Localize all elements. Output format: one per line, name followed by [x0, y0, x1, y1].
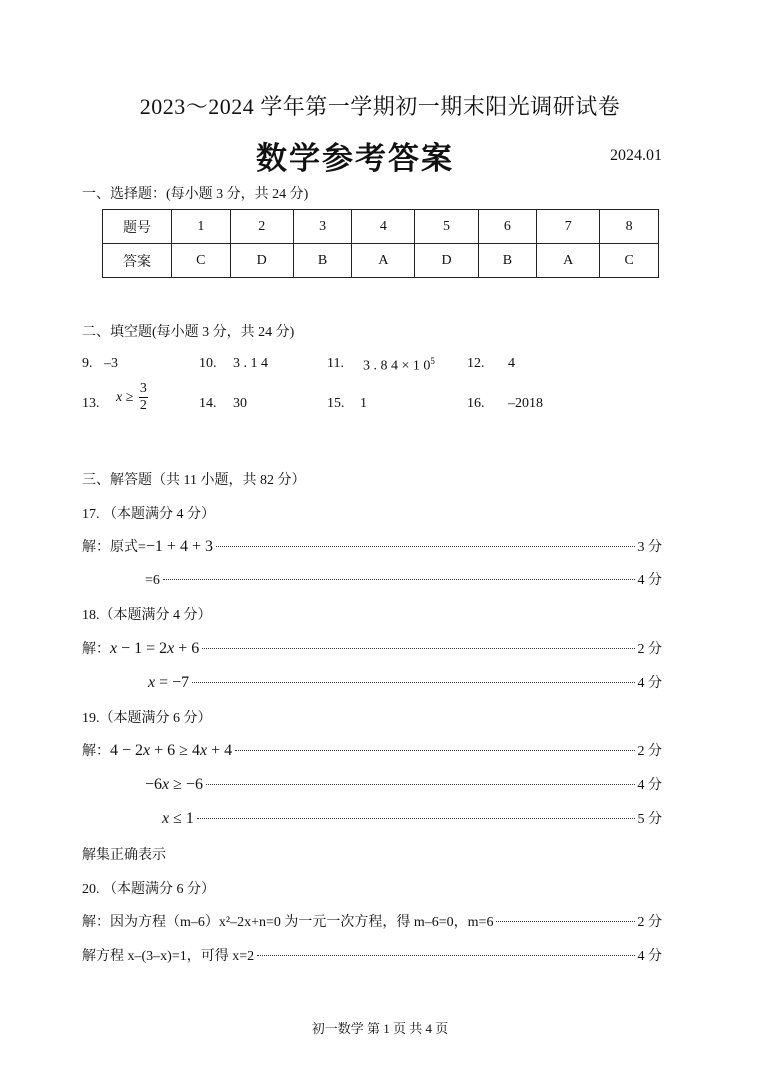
table-cell: C [600, 244, 659, 278]
q18-step-2 [148, 672, 662, 692]
q20-step-2-score: 4 分 [637, 949, 662, 964]
section1-heading: 一、选择题：(每小题 3 分，共 24 分) [82, 187, 309, 202]
table-cell: B [293, 244, 352, 278]
q19-heading: 19.（本题满分 6 分） [82, 711, 212, 726]
table-cell: B [478, 244, 537, 278]
q9-answer: –3 [104, 356, 118, 371]
q17-step-1 [82, 536, 662, 556]
q13-fraction-denominator: 2 [139, 398, 147, 413]
q18-step-1-expression: x − 1 = 2x + 6 [110, 640, 200, 657]
q19-step-2-expression: −6x ≥ −6 [145, 776, 203, 793]
q12-number: 12. [467, 356, 485, 371]
q19-step-1-lead: 解： [82, 744, 110, 759]
q13-answer [116, 382, 148, 413]
q18-step-1-score: 2 分 [637, 642, 662, 657]
q20-heading: 20. （本题满分 6 分） [82, 882, 215, 897]
table-cell: 答案 [103, 244, 172, 278]
section3-heading: 三、解答题（共 11 小题，共 82 分） [82, 473, 306, 488]
q15-number: 15. [327, 396, 345, 411]
table-cell: 6 [478, 210, 537, 244]
dotted-leader [206, 784, 635, 785]
table-cell: A [352, 244, 415, 278]
section2-heading: 二、填空题(每小题 3 分，共 24 分) [82, 325, 295, 340]
q19-step-1-expression: 4 − 2x + 6 ≥ 4x + 4 [110, 742, 233, 759]
table-cell: 1 [172, 210, 231, 244]
q12-answer: 4 [508, 356, 515, 371]
table-cell: 4 [352, 210, 415, 244]
q10-number: 10. [199, 356, 217, 371]
q17-step-1-score: 3 分 [637, 540, 662, 555]
answer-table [102, 209, 659, 278]
q17-step-2 [145, 569, 662, 589]
q11-number: 11. [327, 356, 344, 371]
q11-answer [363, 356, 435, 375]
table-cell: A [537, 244, 600, 278]
dotted-leader [192, 682, 634, 683]
q13-fraction-numerator: 3 [139, 381, 147, 396]
dotted-leader [163, 579, 635, 580]
table-cell: D [415, 244, 478, 278]
document-date: 2024.01 [610, 147, 662, 164]
q20-step-2 [82, 945, 662, 965]
q16-number: 16. [467, 396, 485, 411]
q20-step-1 [82, 911, 662, 931]
q19-step-2-score: 4 分 [637, 778, 662, 793]
table-cell: 7 [537, 210, 600, 244]
q19-step-2 [145, 774, 662, 794]
q19-step-1-score: 2 分 [637, 744, 662, 759]
dotted-leader [202, 648, 634, 649]
q18-step-1-lead: 解： [82, 642, 110, 657]
q19-step-3-score: 5 分 [637, 812, 662, 827]
table-cell: 3 [293, 210, 352, 244]
dotted-leader [197, 818, 635, 819]
table-cell: 题号 [103, 210, 172, 244]
table-cell: 5 [415, 210, 478, 244]
q20-step-1-score: 2 分 [637, 915, 662, 930]
page-footer: 初一数学 第 1 页 共 4 页 [311, 1021, 449, 1036]
q19-step-3-expression: x ≤ 1 [162, 810, 194, 827]
q11-exponent: 5 [430, 356, 435, 366]
exam-title: 2023～2024 学年第一学期初一期末阳光调研试卷 [139, 94, 621, 119]
dotted-leader [235, 750, 634, 751]
q14-number: 14. [199, 396, 217, 411]
table-cell: D [230, 244, 293, 278]
q13-variable: x [116, 389, 123, 405]
table-cell: 2 [230, 210, 293, 244]
document-title: 数学参考答案 [256, 141, 454, 177]
q17-step-2-score: 4 分 [637, 573, 662, 588]
q9-number: 9. [82, 356, 93, 371]
q17-step-2-expression: =6 [145, 573, 160, 588]
q20-step-1-text: 解：因为方程（m–6）x²–2x+n=0 为一元一次方程，得 m–6=0，m=6 [82, 915, 494, 930]
table-row [103, 210, 659, 244]
q18-step-2-score: 4 分 [637, 676, 662, 691]
q11-mantissa: 3 . 8 4 × 1 0 [363, 358, 431, 374]
q17-step-1-lead: 解：原式= [82, 540, 146, 555]
table-cell: 8 [600, 210, 659, 244]
q17-step-1-expression: −1 + 4 + 3 [145, 538, 213, 555]
table-row [103, 244, 659, 278]
q17-heading: 17. （本题满分 4 分） [82, 507, 215, 522]
q19-note: 解集正确表示 [82, 848, 166, 863]
q13-fraction [139, 382, 148, 413]
q18-heading: 18.（本题满分 4 分） [82, 608, 212, 623]
q20-step-2-text: 解方程 x–(3–x)=1，可得 x=2 [82, 949, 255, 964]
q19-step-3 [162, 808, 662, 828]
dotted-leader [257, 955, 634, 956]
q10-answer: 3 . 1 4 [233, 356, 268, 371]
table-cell: C [172, 244, 231, 278]
q16-answer: –2018 [508, 396, 543, 411]
dotted-leader [496, 921, 634, 922]
q18-step-2-expression: x = −7 [148, 674, 190, 691]
q13-number: 13. [82, 396, 100, 411]
q14-answer: 30 [233, 396, 247, 411]
q15-answer: 1 [360, 396, 367, 411]
q19-step-1 [82, 740, 662, 760]
dotted-leader [216, 546, 635, 547]
q18-step-1 [82, 638, 662, 658]
q13-operator: ≥ [122, 389, 137, 405]
